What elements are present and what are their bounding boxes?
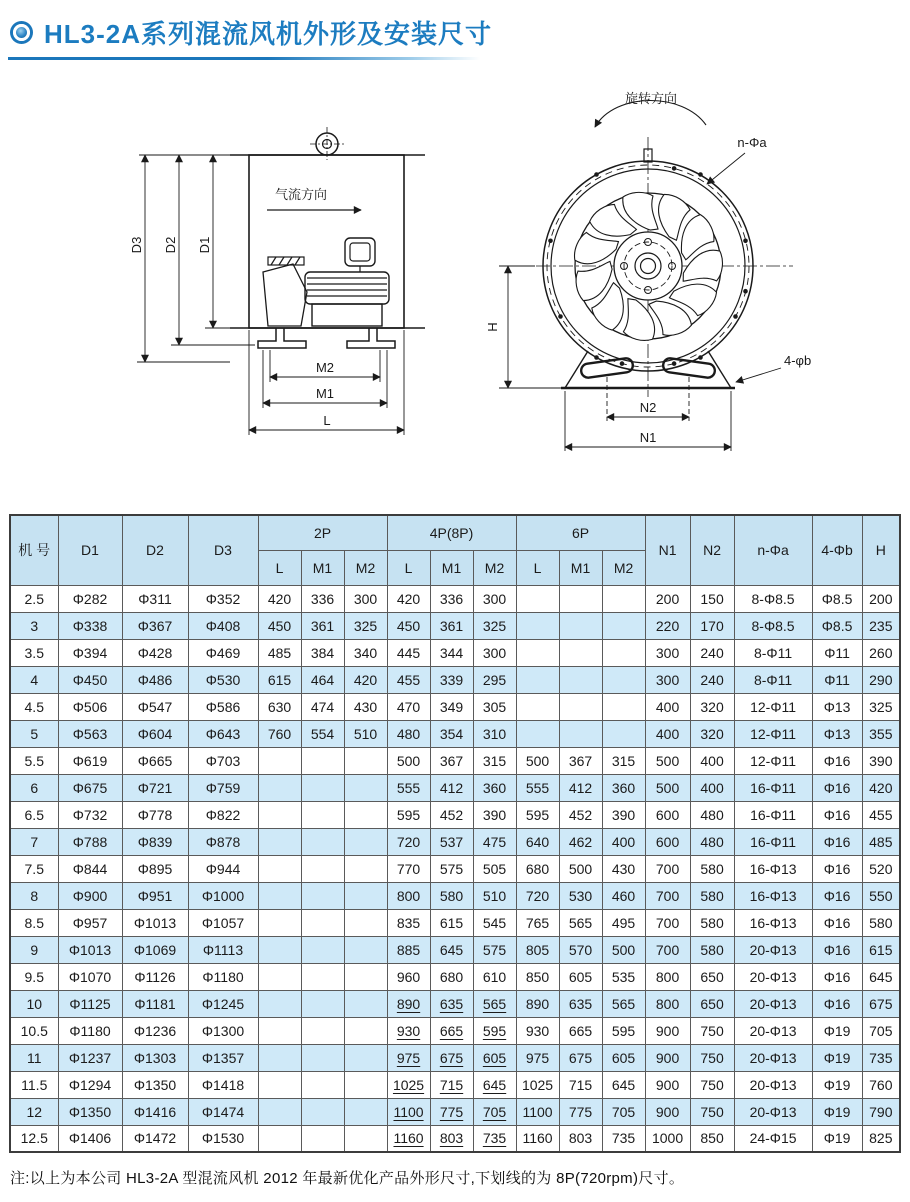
col-group-6p: 6P [516, 515, 645, 550]
dim-label-d2: D2 [163, 236, 178, 254]
dim-label-d1: D1 [197, 236, 212, 254]
table-row: 8.5 Φ957 Φ1013 Φ1057 835 615 545 765 565 495 700 580 16-Φ13 Φ16 580 [10, 909, 900, 936]
table-row: 8 Φ900 Φ951 Φ1000 800 580 510 720 530 460 700 580 16-Φ13 Φ16 550 [10, 882, 900, 909]
hub [614, 232, 682, 300]
col-header-l: L [387, 550, 430, 585]
table-row: 2.5 Φ282 Φ311 Φ352 420 336 300 420 336 300 200 150 8-Φ8.5 Φ8.5 200 [10, 585, 900, 612]
table-row: 4.5 Φ506 Φ547 Φ586 630 474 430 470 349 305 400 320 12-Φ11 Φ13 325 [10, 693, 900, 720]
col-header-model: 机 号 [10, 515, 58, 585]
table-row: 7.5 Φ844 Φ895 Φ944 770 575 505 680 500 430 700 580 16-Φ13 Φ16 520 [10, 855, 900, 882]
col-header-h: H [862, 515, 900, 585]
table-row: 3 Φ338 Φ367 Φ408 450 361 325 450 361 325 220 170 8-Φ8.5 Φ8.5 235 [10, 612, 900, 639]
col-header-4b: 4-Φb [812, 515, 862, 585]
dim-label-n2: N2 [639, 400, 657, 415]
mounting-foot [258, 328, 306, 348]
page-title: HL3-2A系列混流风机外形及安装尺寸 [44, 19, 493, 49]
table-header [10, 515, 900, 585]
col-group-4p8p: 4P(8P) [387, 515, 516, 550]
col-header-d1: D1 [58, 515, 122, 585]
col-header-na: n-Φa [734, 515, 812, 585]
dim-label-m2: M2 [315, 360, 335, 375]
dimensions-table [9, 514, 901, 1153]
table-row: 11.5 Φ1294 Φ1350 Φ1418 1025 715 645 1025 715 645 900 750 20-Φ13 Φ19 760 [10, 1071, 900, 1098]
bolt-circle-label: n-Φa [737, 135, 767, 150]
col-header-d3: D3 [188, 515, 258, 585]
col-header-m1: M1 [430, 550, 473, 585]
col-header-m1: M1 [559, 550, 602, 585]
table-row: 11 Φ1237 Φ1303 Φ1357 975 675 605 975 675 605 900 750 20-Φ13 Φ19 735 [10, 1044, 900, 1071]
table-row: 6 Φ675 Φ721 Φ759 555 412 360 555 412 360 500 400 16-Φ11 Φ16 420 [10, 774, 900, 801]
impeller [571, 190, 725, 343]
table-row: 10.5 Φ1180 Φ1236 Φ1300 930 665 595 930 665 595 900 750 20-Φ13 Φ19 705 [10, 1017, 900, 1044]
col-header-m2: M2 [344, 550, 387, 585]
dimension-lines [137, 155, 404, 435]
col-header-m2: M2 [473, 550, 516, 585]
fan-casing [249, 155, 404, 328]
drawings-area [0, 60, 910, 512]
table-row: 6.5 Φ732 Φ778 Φ822 595 452 390 595 452 390 600 480 16-Φ11 Φ16 455 [10, 801, 900, 828]
col-header-m1: M1 [301, 550, 344, 585]
table-row: 5.5 Φ619 Φ665 Φ703 500 367 315 500 367 315 500 400 12-Φ11 Φ16 390 [10, 747, 900, 774]
dim-label-d3: D3 [129, 236, 144, 254]
footnote: 注:以上为本公司 HL3-2A 型混流风机 2012 年最新优化产品外形尺寸,下划线的为 8P(720rpm)尺寸。 [10, 1170, 685, 1187]
table-row: 7 Φ788 Φ839 Φ878 720 537 475 640 462 400 600 480 16-Φ11 Φ16 485 [10, 828, 900, 855]
junction-box [345, 238, 375, 272]
mounting-foot [347, 328, 395, 348]
table-row: 9.5 Φ1070 Φ1126 Φ1180 960 680 610 850 605 535 800 650 20-Φ13 Φ16 645 [10, 963, 900, 990]
table-row: 5 Φ563 Φ604 Φ643 760 554 510 480 354 310 400 320 12-Φ11 Φ13 355 [10, 720, 900, 747]
fan-side-view-drawing [105, 80, 465, 480]
col-group-2p: 2P [258, 515, 387, 550]
dim-label-l: L [323, 413, 331, 428]
section-bullet-icon [13, 24, 30, 41]
dim-label-n1: N1 [639, 430, 657, 445]
dim-label-m1: M1 [315, 386, 335, 401]
col-header-n2: N2 [690, 515, 734, 585]
motor [305, 272, 389, 326]
table-row: 3.5 Φ394 Φ428 Φ469 485 384 340 445 344 300 300 240 8-Φ11 Φ11 260 [10, 639, 900, 666]
table-row: 12.5 Φ1406 Φ1472 Φ1530 1160 803 735 1160 803 735 1000 850 24-Φ15 Φ19 825 [10, 1125, 900, 1152]
inlet-cone [263, 257, 307, 326]
col-header-d2: D2 [122, 515, 188, 585]
col-header-m2: M2 [602, 550, 645, 585]
table-row: 9 Φ1013 Φ1069 Φ1113 885 645 575 805 570 500 700 580 20-Φ13 Φ16 615 [10, 936, 900, 963]
fan-front-view-drawing [455, 65, 905, 495]
dim-label-h: H [485, 322, 500, 332]
col-header-l: L [516, 550, 559, 585]
rotation-label: 旋转方向 [624, 91, 678, 106]
col-header-l: L [258, 550, 301, 585]
table-body [10, 585, 900, 1152]
table-row: 10 Φ1125 Φ1181 Φ1245 890 635 565 890 635 565 800 650 20-Φ13 Φ16 675 [10, 990, 900, 1017]
page-header [0, 0, 910, 60]
table-row: 12 Φ1350 Φ1416 Φ1474 1100 775 705 1100 775 705 900 750 20-Φ13 Φ19 790 [10, 1098, 900, 1125]
airflow-label: 气流方向 [275, 187, 328, 202]
col-header-n1: N1 [645, 515, 690, 585]
table-row: 4 Φ450 Φ486 Φ530 615 464 420 455 339 295 300 240 8-Φ11 Φ11 290 [10, 666, 900, 693]
foot-hole-label: 4-φb [784, 353, 812, 368]
